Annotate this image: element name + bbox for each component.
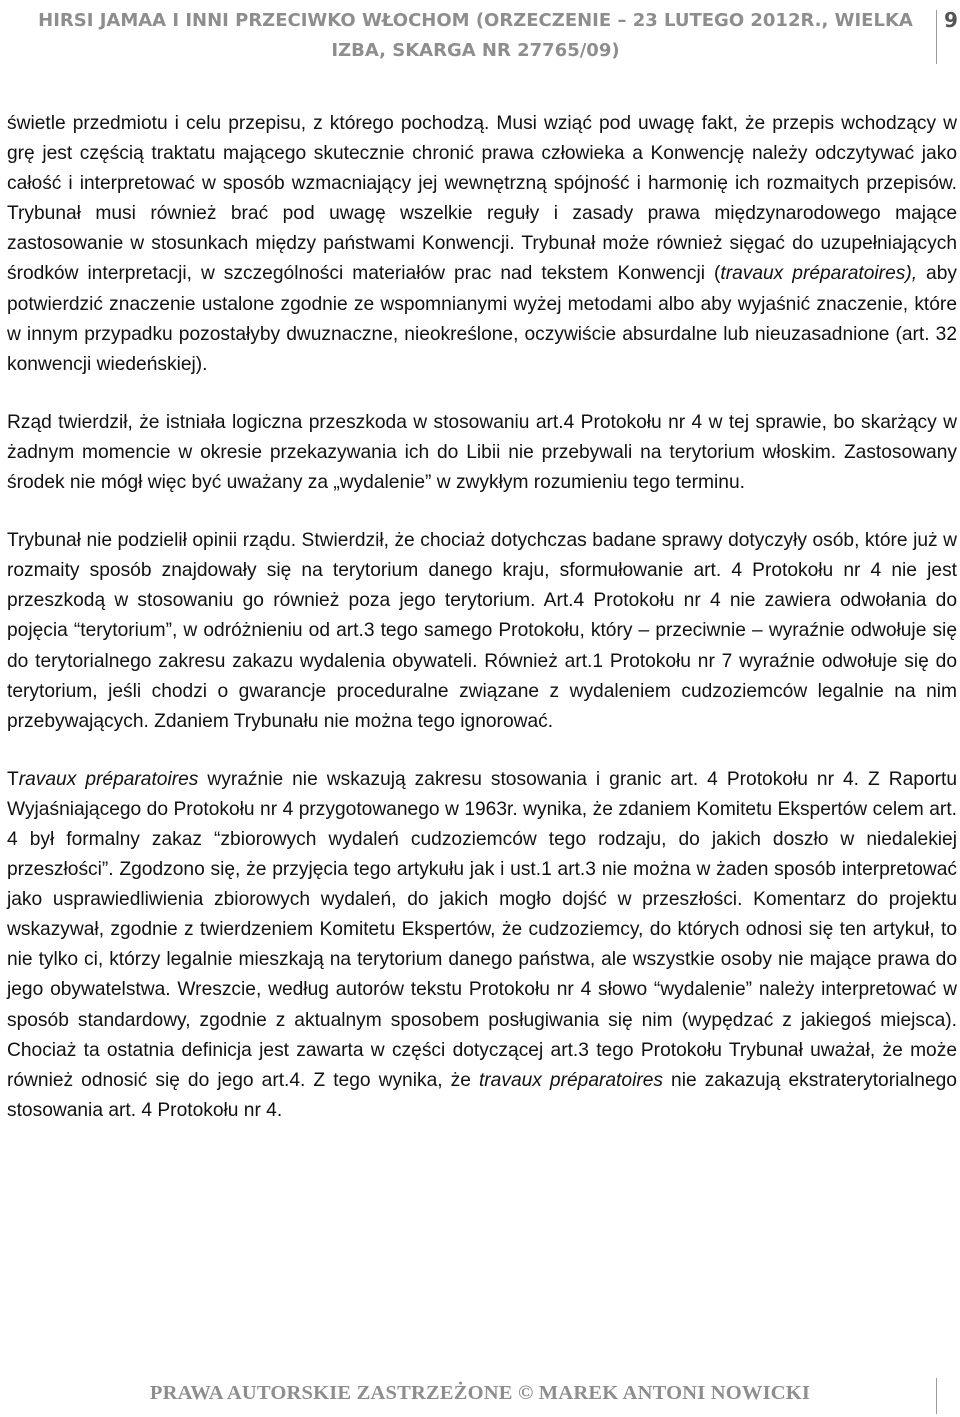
paragraph-4-lead: T [7, 768, 19, 790]
document-body [7, 109, 957, 1154]
paragraph-1-text-b: aby potwierdzić znaczenie ustalone zgodnie ze wspomnianymi wyżej metodami albo aby wyjaśnić znaczenie, które w innym przypadku pozostałyby dwuznaczne, nieokreślone, oczywiście absurdalne lub nieuzasadnione (art. 32 konwencji wiedeńskiej). [7, 263, 957, 375]
copyright-notice: PRAWA AUTORSKIE ZASTRZEŻONE © MAREK ANTONI NOWICKI [149, 1382, 811, 1404]
running-header-title: HIRSI JAMAA I INNI PRZECIWKO WŁOCHOM (ORZECZENIE – 23 LUTEGO 2012R., WIELKA IZBA, SKARGA NR 27765/09) [38, 10, 913, 61]
paragraph-1-text-a: świetle przedmiotu i celu przepisu, z którego pochodzą. Musi wziąć pod uwagę fakt, że przepis wchodzący w grę jest częścią traktatu mającego skutecznie chronić prawa człowieka a Konwencję należy odczytywać jako całość i interpretować w sposób wzmacniający jej wewnętrzną spójność i harmonię ich rozmaitych przepisów. Trybunał musi również brać pod uwagę wszelkie reguły i zasady prawa międzynarodowego mające zastosowanie w stosunkach między państwami Konwencji. Trybunał może również sięgać do uzupełniających środków interpretacji, w szczególności materiałów prac nad tekstem Konwencji ( [7, 113, 957, 285]
paragraph-4-text-a: wyraźnie nie wskazują zakresu stosowania i granic art. 4 Protokołu nr 4. Z Raportu Wyjaśniającego do Protokołu nr 4 przygotowanego w 1963r. wynika, że zdaniem Komitetu Ekspertów celem art. 4 był formalny zakaz “zbiorowych wydaleń cudzoziemców tego rodzaju, do jakich doszło w niedalekiej przeszłości”. Zgodzono się, że przyjęcia tego artykułu jak i ust.1 art.3 nie można w żaden sposób interpretować jako usprawiedliwienia zbiorowych wydaleń, do jakich mogło dojść w przeszłości. Komentarz do projektu wskazywał, zgodnie z twierdzeniem Komitetu Ekspertów, że cudzoziemcy, do których odnosi się ten artykuł, to nie tylko ci, którzy legalnie mieszkają na terytorium danego państwa, ale wszystkie osoby nie mające prawa do jego obywatelstwa. Wreszcie, według autorów tekstu Protokołu nr 4 słowo “wydalenie” należy interpretować w sposób standardowy, zgodnie z aktualnym sposobem posługiwania się nim (wypędzać z jakiegoś miejsca). Chociaż ta ostatnia definicja jest zawarta w części dotyczącej art.3 tego Protokołu Trybunał uważał, że może również odnosić się do jego art.4. Z tego wynika, że [7, 768, 958, 1091]
page-header [0, 4, 960, 64]
paragraph-3: Trybunał nie podzielił opinii rządu. Stwierdził, że chociaż dotychczas badane sprawy dotyczyły osób, które już w rozmaity sposób znajdowały się na terytorium danego kraju, sformułowanie art. 4 Protokołu nr 4 nie jest przeszkodą w stosowaniu go również poza jego terytorium. Art.4 Protokołu nr 4 nie zawiera odwołania do pojęcia “terytorium”, w odróżnieniu od art.3 tego samego Protokołu, który – przeciwnie – wyraźnie odwołuje się do terytorialnego zakresu zakazu wydalenia obywateli. Również art.1 Protokołu nr 7 wyraźnie odwołuje się do terytorium, jeśli chodzi o gwarancje proceduralne związane z wydaleniem cudzoziemców legalnie na nim przebywających. Zdaniem Trybunału nie można tego ignorować. [7, 530, 957, 732]
paragraph-1-italic: travaux préparatoires), [720, 263, 918, 285]
paragraph-2: Rząd twierdził, że istniała logiczna przeszkoda w stosowaniu art.4 Protokołu nr 4 w tej sprawie, bo skarżący w żadnym momencie w okresie przekazywania ich do Libii nie przebywali na terytorium włoskim. Zastosowany środek nie mógł więc być uważany za „wydalenie” w zwykłym rozumieniu tego terminu. [7, 411, 957, 494]
paragraph-4 [7, 765, 957, 1126]
paragraph-4-italic-1: ravaux préparatoires [18, 768, 199, 790]
header-divider [936, 10, 937, 64]
paragraph-1 [7, 109, 957, 380]
paragraph-4-text-b: nie zakazują ekstraterytorialnego stosowania art. 4 Protokołu nr 4. [7, 1069, 957, 1121]
footer-divider [936, 1378, 937, 1414]
page-number: 9 [944, 8, 958, 32]
page-footer [0, 1382, 960, 1405]
paragraph-4-italic-2: travaux préparatoires [478, 1069, 663, 1091]
